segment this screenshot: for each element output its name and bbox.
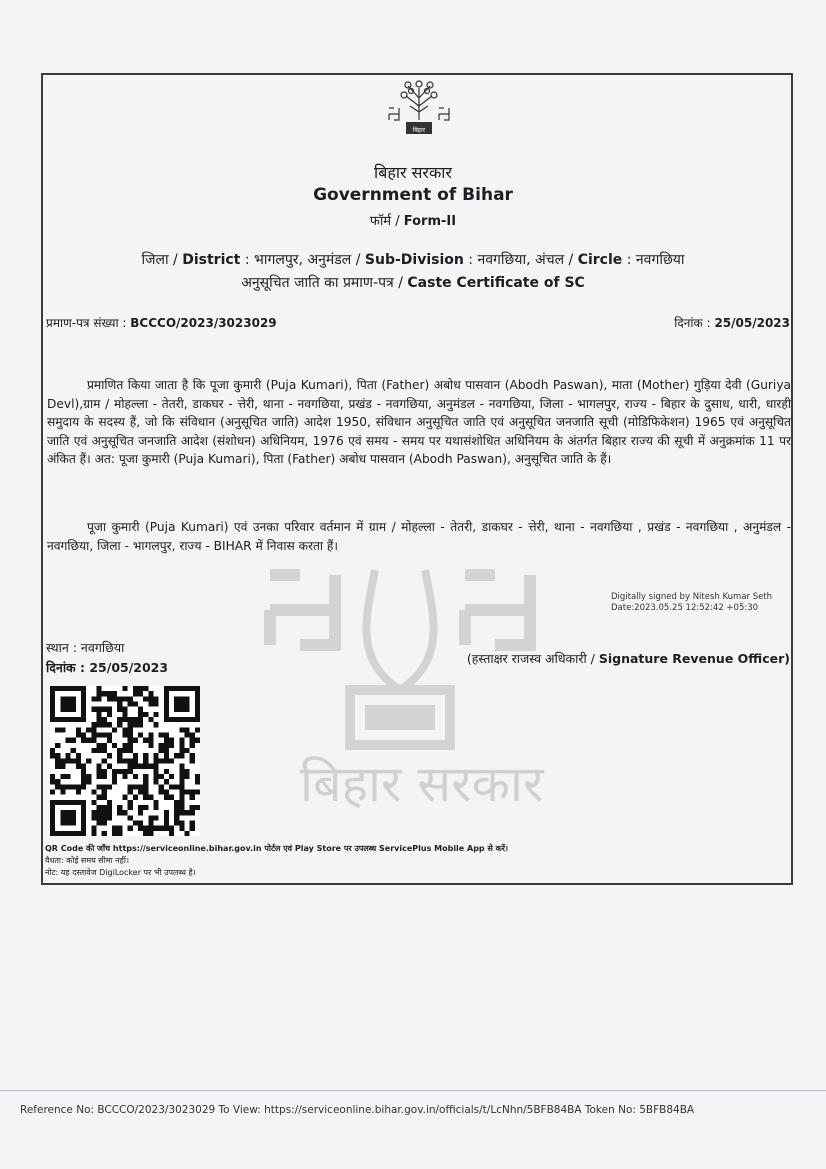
qr-code[interactable]	[50, 686, 200, 836]
cert-no-label: प्रमाण-पत्र संख्या :	[46, 316, 127, 330]
form-english: Form-II	[403, 214, 457, 229]
digital-signature-name: Digitally signed by Nitesh Kumar Seth	[611, 592, 773, 602]
emblem-label: बिहार	[412, 127, 426, 134]
subdivision-value: नवगछिया	[477, 252, 527, 268]
signatory-hi: (हस्ताक्षर राजस्व अधिकारी /	[466, 651, 595, 666]
circle-label-en: Circle	[577, 252, 623, 268]
certificate-title-en: Caste Certificate of SC	[407, 275, 585, 291]
district-value: भागलपुर	[254, 252, 299, 268]
title-hindi: बिहार सरकार	[374, 163, 452, 182]
subdivision-label-hi: अनुमंडल	[307, 252, 352, 268]
form-hindi: फॉर्म	[369, 214, 392, 229]
watermark-text: बिहार सरकार	[300, 755, 544, 813]
reference-footer: Reference No: BCCCO/2023/3023029 To View: https://serviceonline.bihar.gov.in/officials/t/LcNhn/5BFB84BA Token No: 5BFB84BA	[20, 1104, 695, 1116]
subdivision-label-en: Sub-Division	[364, 252, 464, 268]
location-line: जिला / District : भागलपुर, अनुमंडल / Sub-Division : नवगछिया, अंचल / Circle : नवगछिया	[141, 252, 685, 268]
signatory-en: Signature Revenue Officer)	[598, 651, 790, 666]
validity-note: वैधता: कोई समय सीमा नहीं।	[45, 856, 129, 865]
signatory	[467, 650, 790, 667]
certificate-title-hi: अनुसूचित जाति का प्रमाण-पत्र	[241, 275, 394, 291]
district-label-hi: जिला	[141, 252, 169, 268]
verification-notes	[45, 843, 508, 879]
date-label: दिनांक :	[674, 316, 711, 330]
certificate-date	[674, 314, 790, 331]
qr-note: QR Code की जाँच https://serviceonline.bihar.gov.in पोर्टल एवं Play Store पर उपलब्ध ServicePlus Mobile App से करें।	[45, 844, 509, 853]
place-line: स्थान : नवगछिया	[46, 640, 125, 655]
cert-no-value: BCCCO/2023/3023029	[130, 316, 277, 330]
issue-date-line: दिनांक : 25/05/2023	[46, 660, 169, 675]
circle-value: नवगछिया	[635, 252, 685, 268]
date-value: 25/05/2023	[714, 316, 790, 330]
certificate-title: अनुसूचित जाति का प्रमाण-पत्र / Caste Certificate of SC	[241, 275, 585, 291]
circle-label-hi: अंचल	[535, 252, 565, 268]
district-label-en: District	[182, 252, 241, 268]
digital-signature-date: Date:2023.05.25 12:52:42 +05:30	[611, 603, 759, 613]
footer-divider	[0, 1090, 826, 1091]
certificate-paragraph-2: पूजा कुमारी (Puja Kumari) एवं उनका परिवार वर्तमान में ग्राम / मोहल्ला - तेतरी, डाकघर - त्तेरी, थाना - नवगछिया , प्रखंड - नवगछिया , अनुमंडल - नवगछिया, जिला - भागलपुर, राज्य - BIHAR में निवास करता हैं।	[47, 520, 791, 553]
digilocker-note: नोट: यह दस्तावेज DigiLocker पर भी उपलब्ध है।	[45, 868, 196, 877]
certificate-paragraph-1: प्रमाणित किया जाता है कि पूजा कुमारी (Puja Kumari), पिता (Father) अबोध पासवान (Abodh Paswan), माता (Mother) गुड़िया देवी (Guriya Devl),ग्राम / मोहल्ला - तेतरी, डाकघर - त्तेरी, थाना - नवगछिया, प्रखंड - नवगछिया, अनुमंडल - नवगछिया, जिला - भागलपुर, राज्य - बिहार के दुसाध, धारी, धारही समुदाय के सदस्य हैं, जो कि संविधान (अनुसूचित जाति) आदेश 1950, संविधान अनुसूचित जाति एवं अनुसूचित जनजाति सूची (मोडिफिकेशन) 1965 एवं अनुसूचित जाति एवं अनुसूचित जनजाति आदेश (संशोधन) अधिनियम, 1976 एवं समय - समय पर यथासंशोधित अधिनियम के अंतर्गत बिहार राज्य की सूची में अनुक्रमांक 11 पर अंकित हैं। अत: पूजा कुमारी (Puja Kumari), पिता (Father) अबोध पासवान (Abodh Paswan), अनुसूचित जाति के हैं।	[47, 378, 791, 467]
title-english: Government of Bihar	[313, 185, 513, 205]
certificate-number	[46, 314, 277, 331]
form-label: फॉर्म / Form-II	[369, 214, 457, 229]
